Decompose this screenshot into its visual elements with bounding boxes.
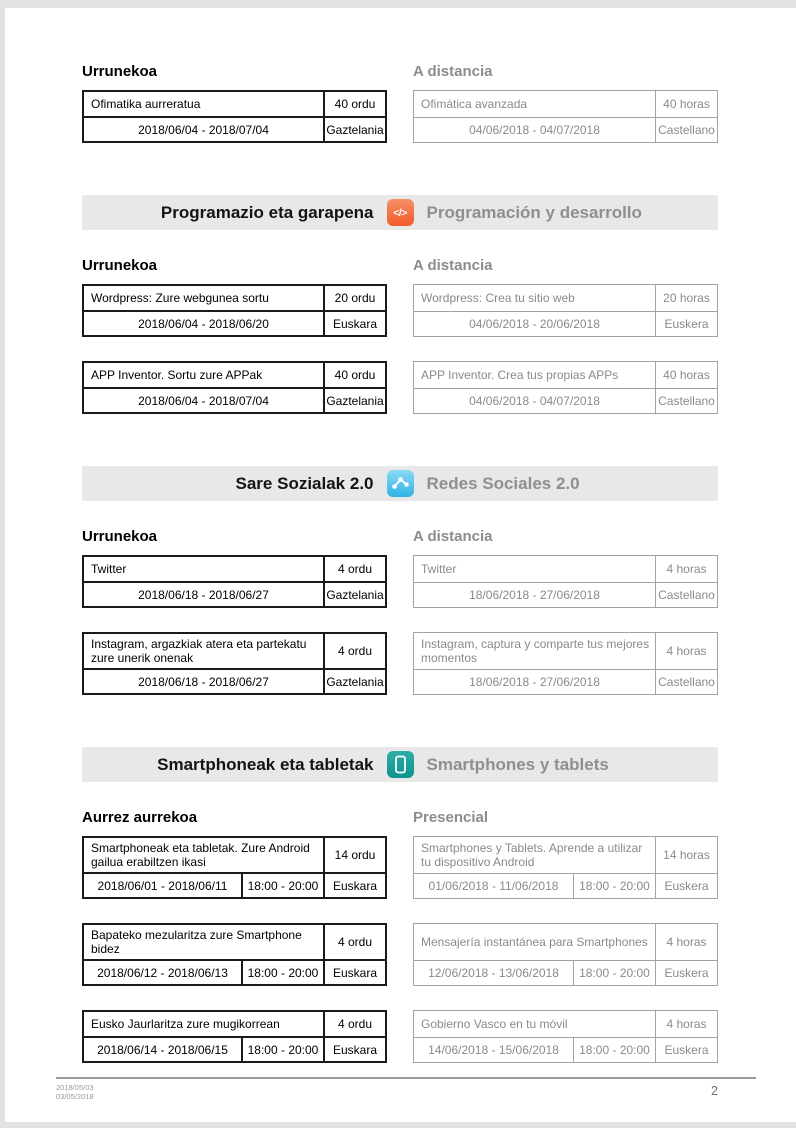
course-dates: 04/06/2018 - 04/07/2018: [469, 123, 600, 137]
page-number: 2: [711, 1084, 718, 1098]
course-language: Castellano: [655, 670, 717, 694]
course-hours: 4 horas: [655, 1011, 717, 1037]
course-language: Euskera: [655, 1038, 717, 1062]
course-hours: 4 ordu: [323, 557, 385, 581]
smartphone-icon: [387, 751, 414, 778]
course-pair: [82, 284, 718, 337]
column-headings: [82, 528, 718, 546]
course-dates: 04/06/2018 - 04/07/2018: [469, 394, 600, 408]
course-language: Gaztelania: [323, 389, 385, 412]
smartphone-icon-glyph: [387, 751, 414, 778]
share-icon: [387, 470, 414, 497]
course-name: Ofimatika aurreratua: [91, 97, 201, 111]
course-dates: 2018/06/18 - 2018/06/27: [138, 587, 269, 602]
course-name: Instagram, captura y comparte tus mejores momentos: [421, 637, 650, 665]
course-time: 18:00 - 20:00: [573, 961, 655, 985]
course-name: APP Inventor. Sortu zure APPak: [91, 368, 263, 382]
section-title-basque: Sare Sozialak 2.0: [235, 473, 374, 493]
course-language: Castellano: [655, 389, 717, 413]
course-name: Mensajería instantánea para Smartphones: [421, 935, 648, 949]
section-header: [82, 747, 718, 782]
course-language: Euskara: [323, 874, 385, 897]
course-hours: 40 horas: [655, 362, 717, 388]
course-dates: 04/06/2018 - 20/06/2018: [469, 317, 600, 331]
course-pair: [82, 923, 718, 986]
share-icon-glyph: [387, 470, 414, 497]
course-table-basque: [82, 836, 387, 899]
course-dates: 2018/06/14 - 2018/06/15: [97, 1042, 228, 1057]
course-hours: 14 horas: [655, 837, 717, 873]
course-name: APP Inventor. Crea tus propias APPs: [421, 368, 619, 382]
column-headings: [82, 63, 718, 81]
course-hours: 20 horas: [655, 285, 717, 311]
course-time: 18:00 - 20:00: [573, 874, 655, 898]
course-pair: [82, 361, 718, 414]
course-dates: 18/06/2018 - 27/06/2018: [469, 588, 600, 602]
course-dates: 2018/06/01 - 2018/06/11: [97, 878, 228, 893]
course-hours: 4 ordu: [323, 634, 385, 668]
course-dates: 01/06/2018 - 11/06/2018: [428, 879, 559, 893]
course-table-spanish: [413, 923, 718, 986]
course-language: Castellano: [655, 583, 717, 607]
code-icon-glyph: </>: [393, 206, 407, 219]
course-language: Euskera: [655, 312, 717, 336]
column-heading-spanish: A distancia: [413, 528, 493, 545]
course-language: Euskara: [323, 1038, 385, 1061]
course-hours: 4 horas: [655, 924, 717, 960]
course-dates: 2018/06/04 - 2018/07/04: [138, 393, 269, 408]
course-language: Gaztelania: [323, 118, 385, 141]
course-dates: 2018/06/04 - 2018/07/04: [138, 122, 269, 137]
course-table-spanish: [413, 90, 718, 143]
course-table-spanish: [413, 555, 718, 608]
course-hours: 4 ordu: [323, 925, 385, 959]
course-language: Euskera: [655, 961, 717, 985]
course-hours: 40 ordu: [323, 363, 385, 387]
course-name: Bapateko mezularitza zure Smartphone bidez: [91, 928, 302, 956]
course-table-spanish: [413, 361, 718, 414]
column-heading-basque: Urrunekoa: [82, 63, 158, 80]
course-table-basque: [82, 555, 387, 608]
course-name: Ofimática avanzada: [421, 97, 528, 111]
course-dates: 14/06/2018 - 15/06/2018: [428, 1043, 559, 1057]
course-name: Eusko Jaurlaritza zure mugikorrean: [91, 1017, 280, 1031]
course-language: Gaztelania: [323, 583, 385, 606]
course-group: [82, 63, 718, 143]
course-language: Gaztelania: [323, 670, 385, 693]
course-time: 18:00 - 20:00: [241, 961, 323, 984]
course-dates: 12/06/2018 - 13/06/2018: [428, 966, 559, 980]
course-dates: 18/06/2018 - 27/06/2018: [469, 675, 600, 689]
course-hours: 40 horas: [655, 91, 717, 117]
course-name: Twitter: [421, 562, 457, 576]
column-headings: [82, 257, 718, 275]
course-group: [82, 466, 718, 695]
course-name: Smartphones y Tablets. Aprende a utilizar tu dispositivo Android: [421, 841, 643, 869]
code-icon: [387, 199, 414, 226]
course-table-spanish: [413, 284, 718, 337]
page-content: [5, 63, 718, 1063]
course-pair: [82, 1010, 718, 1063]
course-name: Twitter: [91, 562, 127, 576]
column-heading-spanish: Presencial: [413, 809, 489, 826]
section-title-spanish: Smartphones y tablets: [426, 754, 609, 774]
course-pair: [82, 555, 718, 608]
course-hours: 4 horas: [655, 556, 717, 582]
course-pair: [82, 632, 718, 695]
course-table-spanish: [413, 1010, 718, 1063]
course-pair: [82, 90, 718, 143]
course-table-basque: [82, 923, 387, 986]
course-hours: 4 ordu: [323, 1012, 385, 1036]
course-language: Euskara: [323, 312, 385, 335]
column-headings: [82, 809, 718, 827]
course-name: Wordpress: Crea tu sitio web: [421, 291, 575, 305]
course-dates: 2018/06/12 - 2018/06/13: [97, 965, 228, 980]
footer-dates: [56, 1079, 756, 1101]
course-hours: 40 ordu: [323, 92, 385, 116]
course-table-spanish: [413, 632, 718, 695]
course-time: 18:00 - 20:00: [241, 874, 323, 897]
column-heading-basque: Urrunekoa: [82, 528, 158, 545]
section-header: [82, 195, 718, 230]
course-group: [82, 195, 718, 414]
section-title-basque: Smartphoneak eta tabletak: [157, 754, 374, 774]
footer-date-bottom: 03/05/2018: [56, 1092, 94, 1101]
course-group: [82, 747, 718, 1063]
course-time: 18:00 - 20:00: [573, 1038, 655, 1062]
course-language: Castellano: [655, 118, 717, 142]
column-heading-spanish: A distancia: [413, 63, 493, 80]
course-name: Smartphoneak eta tabletak. Zure Android gailua erabiltzen ikasi: [91, 841, 310, 869]
course-table-basque: [82, 632, 387, 695]
column-heading-basque: Aurrez aurrekoa: [82, 809, 198, 826]
course-table-basque: [82, 284, 387, 337]
course-name: Wordpress: Zure webgunea sortu: [91, 291, 269, 305]
document-page: [5, 8, 796, 1122]
course-name: Instagram, argazkiak atera eta partekatu zure unerik onenak: [91, 637, 307, 665]
section-header: [82, 466, 718, 501]
section-title-spanish: Programación y desarrollo: [426, 202, 642, 222]
course-table-basque: [82, 361, 387, 414]
footer-date-top: 2018/05/03: [56, 1083, 94, 1092]
course-time: 18:00 - 20:00: [241, 1038, 323, 1061]
page-footer: [56, 1077, 756, 1101]
course-dates: 2018/06/04 - 2018/06/20: [138, 316, 269, 331]
course-hours: 20 ordu: [323, 286, 385, 310]
course-language: Euskera: [655, 874, 717, 898]
course-table-spanish: [413, 836, 718, 899]
course-hours: 4 horas: [655, 633, 717, 669]
column-heading-spanish: A distancia: [413, 257, 493, 274]
course-hours: 14 ordu: [323, 838, 385, 872]
course-table-basque: [82, 1010, 387, 1063]
course-name: Gobierno Vasco en tu móvil: [421, 1017, 568, 1031]
section-title-spanish: Redes Sociales 2.0: [426, 473, 580, 493]
course-table-basque: [82, 90, 387, 143]
course-language: Euskara: [323, 961, 385, 984]
course-dates: 2018/06/18 - 2018/06/27: [138, 674, 269, 689]
course-pair: [82, 836, 718, 899]
column-heading-basque: Urrunekoa: [82, 257, 158, 274]
section-title-basque: Programazio eta garapena: [160, 202, 374, 222]
